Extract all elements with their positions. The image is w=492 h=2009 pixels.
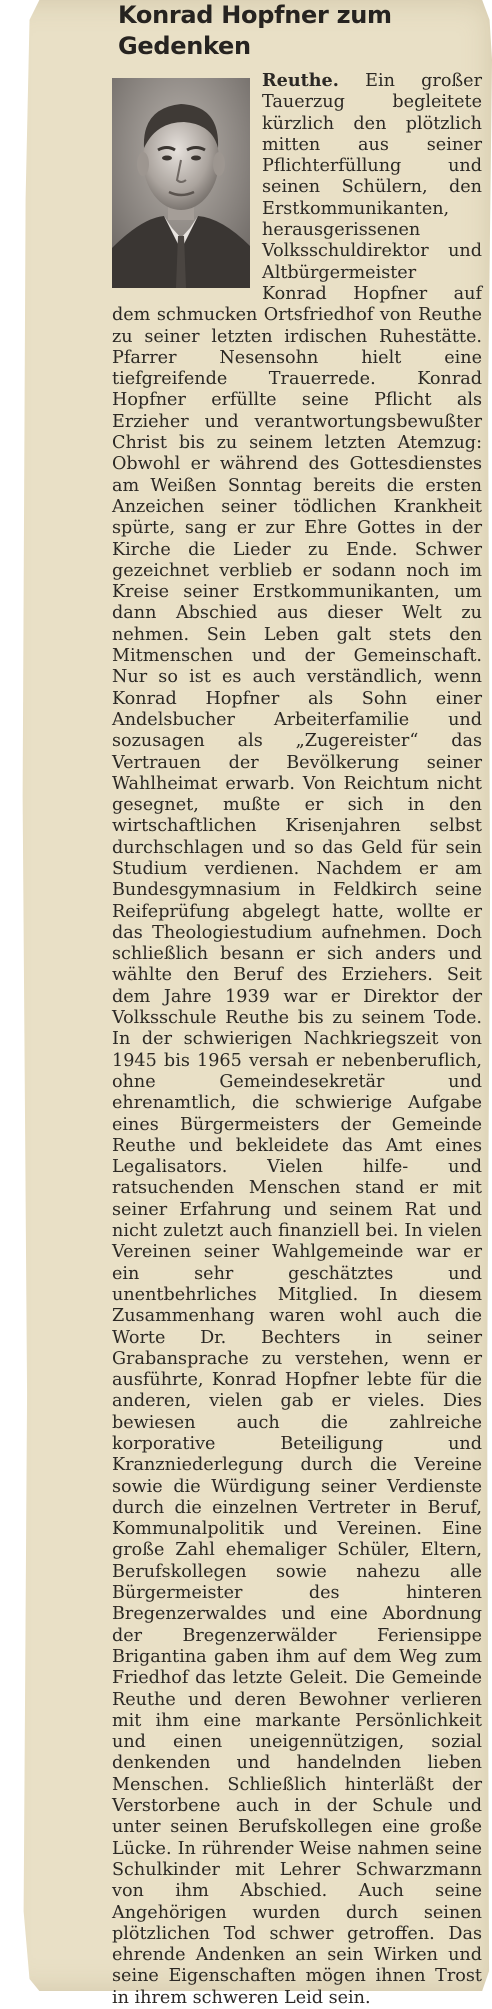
article-paragraph: Ein großer Tauerzug begleitete kürzlich den plötzlich mitten aus seiner Pflichterfüllung und seinen Schülern, den Erstkommunikanten, herausgerissenen Volksschuldirektor und Altbürgermeister Konrad Hopfner auf dem schmucken Ortsfriedhof von Reuthe zu seiner letzten irdischen Ruhestätte. Pfarrer Nesensohn hielt eine tiefgreifende Trauerrede. Konrad Hopfner erfüllte seine Pflicht als Erzieher und verantwortungsbewußter Christ bis zu seinem letzten Atemzug: Obwohl er während des Gottesdienstes am Weißen Sonntag bereits die ersten Anzeichen seiner tödlichen Krankheit spürte, sang er zur Ehre Gottes in der Kirche die Lieder zu Ende. Schwer gezeichnet verblieb er sodann noch im Kreise seiner Erstkommunikanten, um dann Abschied aus dieser Welt zu nehmen. Sein Leben galt stets den Mitmenschen und der Gemeinschaft. Nur so ist es auch verständlich, wenn Konrad Hopfner als Sohn einer Andelsbucher Arbeiterfamilie und sozusagen als „Zugereister“ das Vertrauen der Bevölkerung seiner Wahlheimat erwarb. Von Reichtum nicht gesegnet, mußte er sich in den wirtschaftlichen Krisenjahren selbst durchschlagen und so das Geld für sein Studium verdienen. Nachdem er am Bundesgymnasium in Feldkirch seine Reifeprüfung abgelegt hatte, wollte er das Theologiestudium aufnehmen. Doch schließlich besann er sich anders und wählte den Beruf des Erziehers. Seit dem Jahre 1939 war er Direktor der Volksschule Reuthe bis zu seinem Tode. In der schwierigen Nachkriegszeit von 1945 bis 1965 versah er nebenberuflich, ohne Gemeindesekretär und ehrenamtlich, die schwierige Aufgabe eines Bürgermeisters der Gemeinde Reuthe und bekleidete das Amt eines Legalisators. Vielen hilfe- und ratsuchenden Menschen stand er mit seiner Erfahrung und seinem Rat und nicht zuletzt auch finanziell bei. In vielen Vereinen seiner Wahlgemeinde war er ein sehr geschätztes und unentbehrliches Mitglied. In diesem Zusammenhang waren wohl auch die Worte Dr. Bechters in seiner Grabansprache zu verstehen, wenn er ausführte, Konrad Hopfner lebte für die anderen, vielen gab er vieles. Dies bewiesen auch die zahlreiche korporative Beteiligung und Kranzniederlegung durch die Vereine sowie die Würdigung seiner Verdienste durch die einzelnen Vertreter in Beruf, Kommunalpolitik und Vereinen. Eine große Zahl ehemaliger Schüler, Eltern, Berufskollegen sowie nahezu alle Bürgermeister des hinteren Bregenzerwaldes und eine Abordnung der Bregenzerwälder Feriensippe Brigantina gaben ihm auf dem Weg zum Friedhof das letzte Geleit. Die Gemeinde Reuthe und deren Bewohner verlieren mit ihm eine markante Persönlichkeit und einen uneigennützigen, sozial denkenden und handelnden lieben Menschen. Schließlich hinterläßt der Verstorbene auch in der Schule und unter seinen Berufskollegen eine große Lücke. In rührender Weise nahmen seine Schulkinder mit Lehrer Schwarzmann von ihm Abschied. Auch seine Angehörigen wurden durch seinen plötzlichen Tod schwer getroffen. Das ehrende Andenken an sein Wirken und seine Eigenschaften mögen ihnen Trost in ihrem schweren Leid sein. (112, 71, 482, 2008)
portrait-photo (112, 78, 250, 288)
dateline: Reuthe. (262, 70, 339, 91)
article-body (112, 70, 482, 2009)
article-headline: Konrad Hopfner zum Gedenken (118, 1, 392, 60)
article-text (112, 70, 482, 2009)
